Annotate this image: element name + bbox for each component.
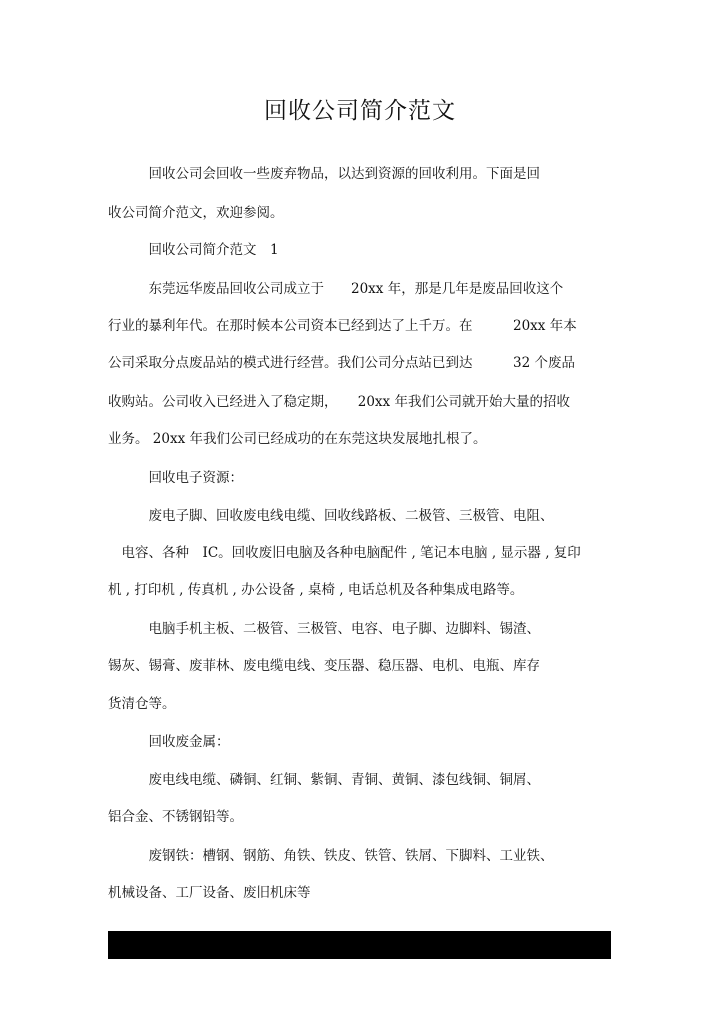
paragraph-line: 行业的暴利年代。在那时候本公司资本已经到达了上千万。在 20xx 年本 [108,318,577,334]
page-title: 回收公司简介范文 [264,98,456,124]
paragraph-line: 废电子脚、回收废电线电缆、回收线路板、二极管、三极管、电阻、 [108,508,554,524]
paragraph-line: 废钢铁：槽钢、钢筋、角铁、铁皮、铁管、铁屑、下脚料、工业铁、 [108,848,554,864]
paragraph-line: 回收公司简介范文 1 [108,242,279,258]
paragraph-line: 机械设备、工厂设备、废旧机床等 [108,885,311,901]
paragraph-line: 废电线电缆、磷铜、红铜、紫铜、青铜、黄铜、漆包线铜、铜屑、 [108,772,540,788]
section-heading: 回收废金属： [108,734,230,750]
paragraph-line: 电容、各种 IC。回收废旧电脑及各种电脑配件 , 笔记本电脑 , 显示器 , 复印 [108,545,581,561]
paragraph-line: 公司采取分点废品站的模式进行经营。我们公司分点站已到达 32 个废品 [108,355,575,371]
paragraph-line: 铝合金、不锈钢铅等。 [108,809,243,825]
paragraph-line: 东莞远华废品回收公司成立于 20xx 年，那是几年是废品回收这个 [108,281,564,297]
paragraph-line: 收购站。公司收入已经进入了稳定期， 20xx 年我们公司就开始大量的招收 [108,394,570,410]
paragraph-line: 业务。 20xx 年我们公司已经成功的在东莞这块发展地扎根了。 [108,431,487,447]
redaction-bar [108,931,611,959]
paragraph-line: 货清仓等。 [108,696,176,712]
paragraph-line: 机 , 打印机 , 传真机 , 办公设备 , 桌椅 , 电话总机及各种集成电路等。 [108,582,524,598]
paragraph-line: 收公司简介范文，欢迎参阅。 [108,205,284,221]
paragraph-line: 电脑手机主板、二极管、三极管、电容、电子脚、边脚料、锡渣、 [108,621,540,637]
section-heading: 回收电子资源： [108,470,243,486]
paragraph-line: 回收公司会回收一些废弃物品，以达到资源的回收利用。下面是回 [108,166,540,182]
paragraph-line: 锡灰、锡膏、废菲林、废电缆电线、变压器、稳压器、电机、电瓶、库存 [108,658,540,674]
